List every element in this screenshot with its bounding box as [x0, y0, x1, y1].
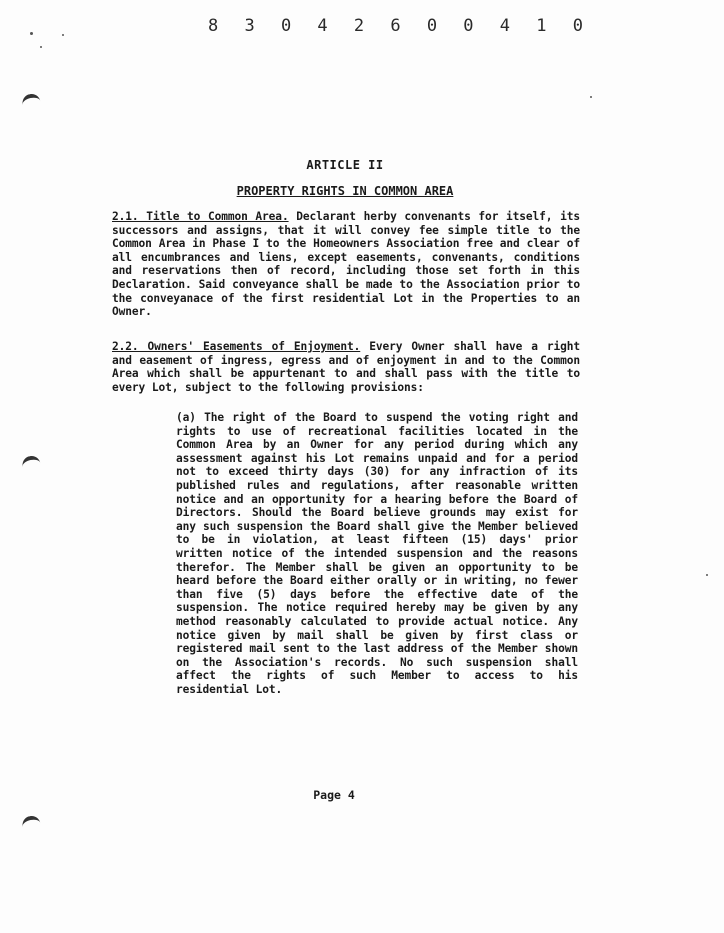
section-2-1-body: Declarant herby convenants for itself, its successors and assigns, that it will convey fee simple title to the Common Area in Phase I to the Homeowners Association free and clear of all encumbrances and liens, except easements, convenants, conditions and reservations then of record, including those set forth in this Declaration. Said conveyance shall be made to the Association prior to the conveyanace of the first residential Lot in the Properties to an Owner. — [112, 210, 580, 319]
scan-speck — [62, 34, 64, 36]
binder-hole-mark — [21, 92, 41, 108]
section-2-2-body: Every Owner shall have a right and easement of ingress, egress and of enjoyment in and to the Common Area which shall be appurtenant to and shall pass with the title to every Lot, subject to the following provisions: — [112, 340, 580, 394]
section-2-2-heading: 2.2. Owners' Easements of Enjoyment. — [112, 340, 361, 353]
scan-speck — [30, 32, 33, 35]
section-2-1-paragraph — [112, 210, 580, 319]
article-title: PROPERTY RIGHTS IN COMMON AREA — [236, 184, 454, 198]
section-2-2-a-paragraph: (a) The right of the Board to suspend the voting right and rights to use of recreational facilities located in the Common Area by an Owner for any period during which any assessment against his Lot remains unpaid and for a period not to exceed thirty days (30) for any infraction of its published rules and regulations, after reasonable written notice and an opportunity for a hearing before the Board of Directors. Should the Board believe grounds may exist for any such suspension the Board shall give the Member believed to be in violation, at least fifteen (15) days' prior written notice of the intended suspension and the reasons therefor. The Member shall be given an opportunity to be heard before the Board either orally or in writing, no fewer than five (5) days before the effective date of the suspension. The notice required hereby may be given by any method reasonably calculated to provide actual notice. Any notice given by mail shall be given by first class or registered mail sent to the last address of the Member shown on the Association's records. No such suspension shall affect the rights of such Member to access to his residential Lot. — [176, 411, 578, 696]
binder-hole-mark — [21, 454, 41, 470]
binder-hole-mark — [21, 814, 41, 830]
scan-speck — [40, 46, 42, 48]
scan-speck — [706, 574, 708, 576]
page-number: Page 4 — [313, 788, 355, 802]
scan-speck — [590, 96, 592, 98]
section-2-2-paragraph — [112, 340, 580, 394]
section-2-1-heading: 2.1. Title to Common Area. — [112, 210, 289, 223]
article-heading: ARTICLE II — [306, 158, 384, 172]
document-number: 8 3 0 4 2 6 0 0 4 1 0 — [208, 16, 591, 36]
